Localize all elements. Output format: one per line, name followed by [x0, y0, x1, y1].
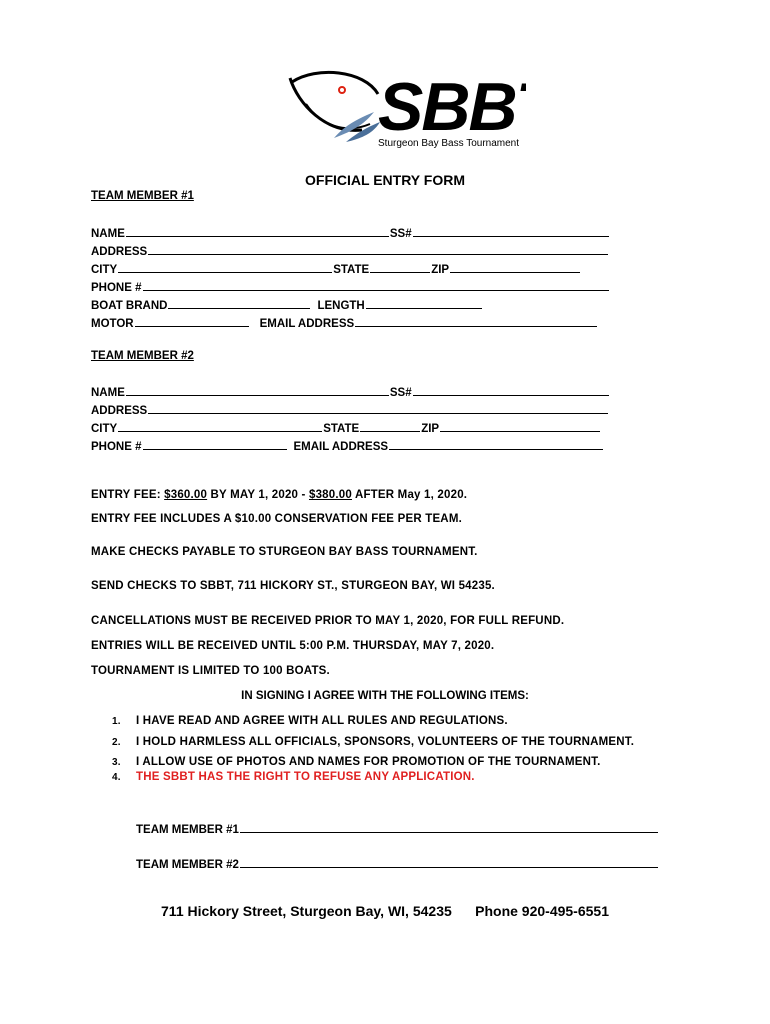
member2-name-row: [91, 385, 610, 403]
late-fee-amount: $380.00: [308, 489, 352, 501]
team-member-1-heading: TEAM MEMBER #1: [91, 190, 194, 202]
entries-deadline-text: ENTRIES WILL BE RECEIVED UNTIL 5:00 P.M. THURSDAY, MAY 7, 2020.: [91, 640, 495, 652]
zip-field[interactable]: [450, 262, 580, 273]
state-field[interactable]: [360, 421, 420, 432]
state-label: STATE: [333, 264, 370, 276]
phone-label: PHONE #: [91, 441, 142, 453]
member1-city-row: [91, 262, 581, 280]
phone-label: PHONE #: [91, 282, 142, 294]
email-label: EMAIL ADDRESS: [293, 441, 389, 453]
boat-brand-field[interactable]: [168, 298, 310, 309]
motor-label: MOTOR: [91, 318, 134, 330]
late-fee-text: AFTER May 1, 2020.: [354, 489, 468, 501]
conservation-fee-text: ENTRY FEE INCLUDES A $10.00 CONSERVATION FEE PER TEAM.: [91, 513, 462, 525]
zip-label: ZIP: [431, 264, 450, 276]
agree-heading: IN SIGNING I AGREE WITH THE FOLLOWING ITEMS:: [241, 690, 529, 702]
item-text: I HAVE READ AND AGREE WITH ALL RULES AND REGULATIONS.: [136, 715, 508, 727]
member2-city-row: [91, 421, 601, 439]
email-field[interactable]: [355, 316, 597, 327]
length-field[interactable]: [366, 298, 482, 309]
item-number: 4.: [112, 772, 121, 783]
entry-fee-line: [91, 489, 467, 501]
item-number: 3.: [112, 757, 121, 768]
signature-member-1-label: TEAM MEMBER #1: [136, 824, 239, 836]
motor-field[interactable]: [135, 316, 249, 327]
member1-name-row: [91, 226, 610, 244]
city-field[interactable]: [118, 262, 332, 273]
agreement-item-warning: [112, 771, 475, 783]
name-label: NAME: [91, 228, 125, 240]
ss-field[interactable]: [413, 226, 609, 237]
agreement-item: [112, 736, 634, 748]
signature-member-2-label: TEAM MEMBER #2: [136, 859, 239, 871]
ss-label: SS#: [389, 228, 412, 240]
signature-member-1-row: [136, 822, 659, 836]
member1-address-row: [91, 244, 609, 262]
name-label: NAME: [91, 387, 125, 399]
logo-subtitle: Sturgeon Bay Bass Tournament: [378, 138, 520, 149]
ss-field[interactable]: [413, 385, 609, 396]
footer: [0, 903, 770, 919]
state-label: STATE: [323, 423, 360, 435]
signature-member-2-field[interactable]: [240, 857, 658, 868]
zip-label: ZIP: [421, 423, 440, 435]
city-label: CITY: [91, 264, 118, 276]
ss-label: SS#: [389, 387, 412, 399]
item-text: THE SBBT HAS THE RIGHT TO REFUSE ANY APPLICATION.: [136, 771, 475, 783]
signature-member-2-row: [136, 857, 659, 871]
address-label: ADDRESS: [91, 246, 148, 258]
agreement-item: [112, 715, 508, 727]
zip-field[interactable]: [440, 421, 600, 432]
phone-field[interactable]: [143, 280, 609, 291]
member1-motor-row: [91, 316, 598, 334]
city-label: CITY: [91, 423, 118, 435]
email-label: EMAIL ADDRESS: [259, 318, 355, 330]
member2-phone-row: [91, 439, 604, 457]
item-text: I HOLD HARMLESS ALL OFFICIALS, SPONSORS, VOLUNTEERS OF THE TOURNAMENT.: [136, 736, 635, 748]
name-field[interactable]: [126, 385, 389, 396]
team-member-2-heading: TEAM MEMBER #2: [91, 350, 194, 362]
logo-text: SBB: [378, 69, 516, 145]
boat-brand-label: BOAT BRAND: [91, 300, 168, 312]
entry-fee-label: ENTRY FEE:: [91, 489, 161, 501]
cancellation-text: CANCELLATIONS MUST BE RECEIVED PRIOR TO MAY 1, 2020, FOR FULL REFUND.: [91, 615, 565, 627]
phone-field[interactable]: [143, 439, 287, 450]
send-checks-text: SEND CHECKS TO SBBT, 711 HICKORY ST., STURGEON BAY, WI 54235.: [91, 580, 495, 592]
member2-address-row: [91, 403, 609, 421]
length-label: LENGTH: [317, 300, 365, 312]
city-field[interactable]: [118, 421, 322, 432]
signature-member-1-field[interactable]: [240, 822, 658, 833]
address-field[interactable]: [148, 403, 608, 414]
member1-phone-row: [91, 280, 610, 298]
item-text: I ALLOW USE OF PHOTOS AND NAMES FOR PROMOTION OF THE TOURNAMENT.: [136, 756, 601, 768]
email-field[interactable]: [389, 439, 603, 450]
agreement-item: [112, 756, 601, 768]
state-field[interactable]: [370, 262, 430, 273]
address-field[interactable]: [148, 244, 608, 255]
early-fee-amount: $360.00: [164, 489, 208, 501]
item-number: 1.: [112, 716, 121, 727]
member1-boat-row: [91, 298, 483, 316]
footer-phone: Phone 920-495-6551: [475, 903, 609, 919]
payable-text: MAKE CHECKS PAYABLE TO STURGEON BAY BASS TOURNAMENT.: [91, 546, 478, 558]
early-fee-text: BY MAY 1, 2020 -: [210, 489, 306, 501]
name-field[interactable]: [126, 226, 389, 237]
address-label: ADDRESS: [91, 405, 148, 417]
form-title: OFFICIAL ENTRY FORM: [305, 172, 465, 188]
boat-limit-text: TOURNAMENT IS LIMITED TO 100 BOATS.: [91, 665, 330, 677]
item-number: 2.: [112, 737, 121, 748]
footer-address: 711 Hickory Street, Sturgeon Bay, WI, 54235: [161, 903, 452, 919]
